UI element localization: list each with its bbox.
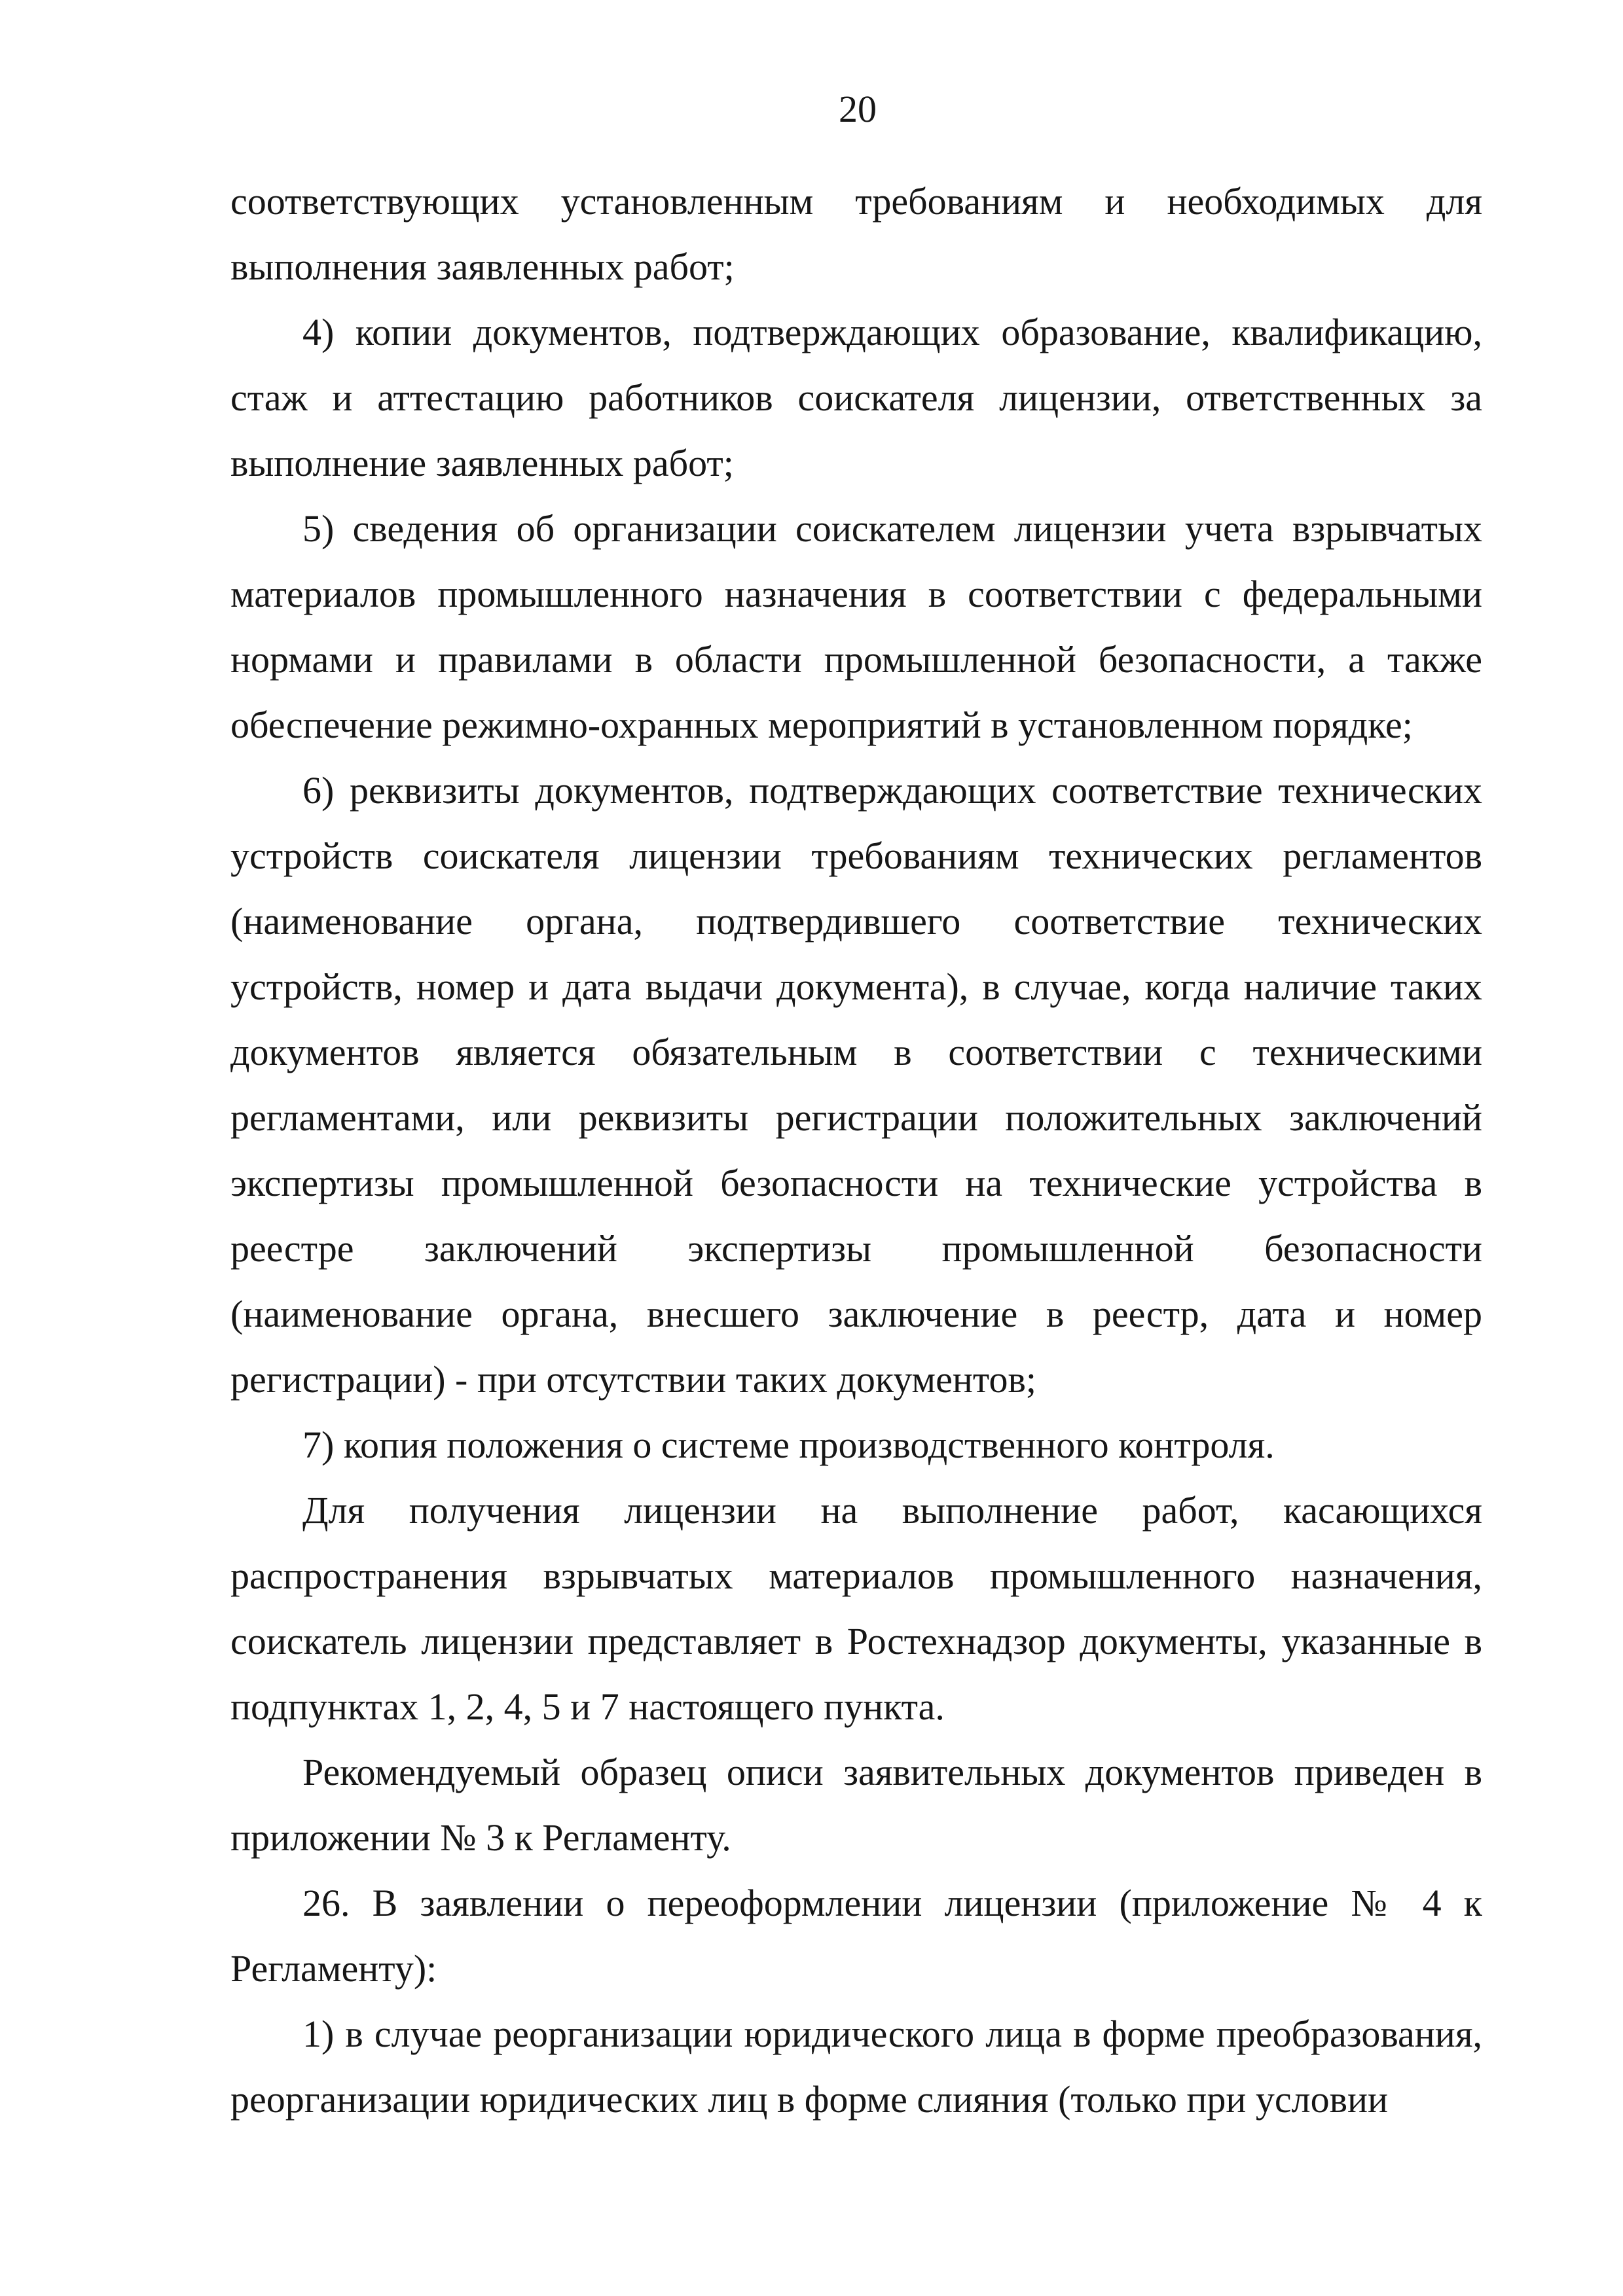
paragraph-item-5: 5) сведения об организации соискателем лицензии учета взрывчатых материалов промышленного назначения в соответствии с федеральными нормами и правилами в области промышленной безопасности, а также обеспечение режимно-охранных мероприятий в установленном порядке; (230, 507, 1482, 746)
paragraph-sample-inventory: Рекомендуемый образец описи заявительных документов приведен в приложении № 3 к Регламенту. (230, 1751, 1482, 1859)
paragraph-continuation: соответствующих установленным требованиям и необходимых для выполнения заявленных работ; (230, 180, 1482, 288)
page-number: 20 (839, 88, 877, 130)
document-body (230, 169, 1482, 2132)
paragraph-item-6: 6) реквизиты документов, подтверждающих соответствие технических устройств соискателя лицензии требованиям технических регламентов (наименование органа, подтвердившего соответствие технических устройств, номер и дата выдачи документа), в случае, когда наличие таких документов является обязательным в соответствии с техническими регламентами, или реквизиты регистрации положительных заключений экспертизы промышленной безопасности на технические устройства в реестре заключений экспертизы промышленной безопасности (наименование органа, внесшего заключение в реестр, дата и номер регистрации) - при отсутствии таких документов; (230, 769, 1482, 1401)
paragraph-item-4: 4) копии документов, подтверждающих образование, квалификацию, стаж и аттестацию работников соискателя лицензии, ответственных за выполнение заявленных работ; (230, 311, 1482, 484)
paragraph-item-7: 7) копия положения о системе производственного контроля. (302, 1424, 1275, 1466)
paragraph-section-26: 26. В заявлении о переоформлении лицензии (приложение № 4 к Регламенту): (230, 1882, 1482, 1990)
paragraph-section-26-item-1: 1) в случае реорганизации юридического лица в форме преобразования, реорганизации юридических лиц в форме слияния (только при условии (230, 2013, 1482, 2121)
paragraph-distribution-license: Для получения лицензии на выполнение работ, касающихся распространения взрывчатых материалов промышленного назначения, соискатель лицензии представляет в Ростехнадзор документы, указанные в подпунктах 1, 2, 4, 5 и 7 настоящего пункта. (230, 1489, 1482, 1728)
